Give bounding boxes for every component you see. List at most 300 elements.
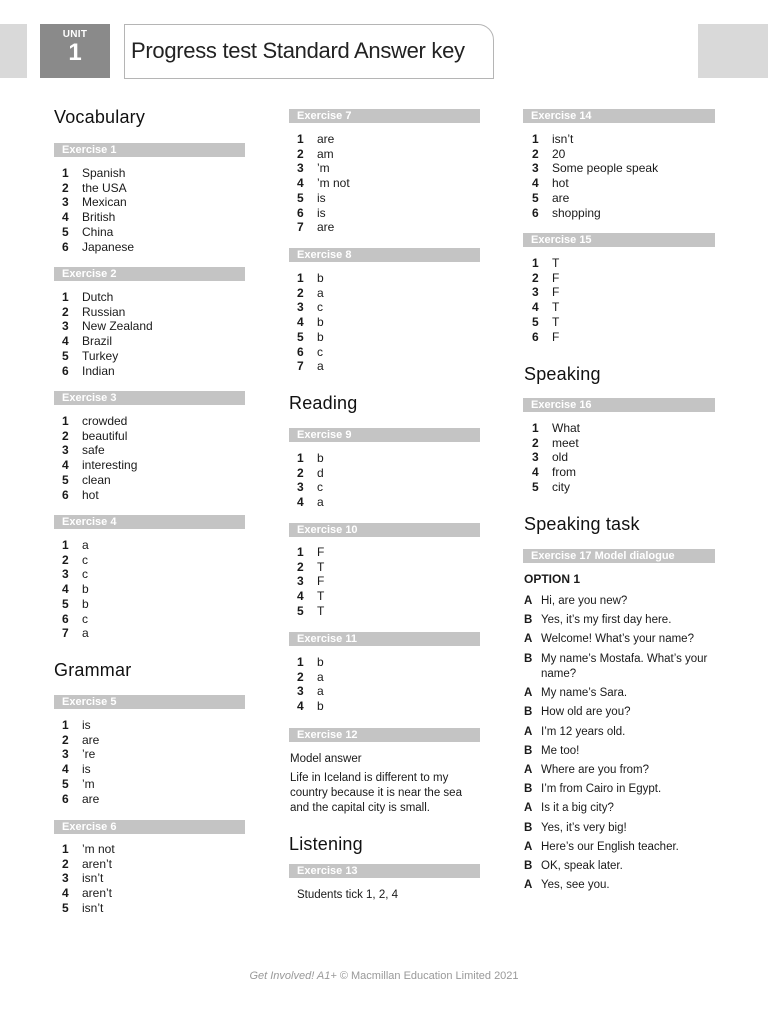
answer-text: T	[317, 589, 325, 604]
answer-number: 4	[297, 315, 304, 330]
answer-text: ’m not	[317, 176, 350, 191]
dialogue-line	[524, 859, 724, 875]
exercise-14-header: Exercise 14	[523, 109, 715, 123]
section-heading-vocabulary: Vocabulary	[54, 107, 146, 127]
exercise-10-answers	[297, 545, 324, 619]
dialogue-speaker: B	[524, 783, 533, 796]
answer-item	[532, 300, 559, 315]
answer-text: T	[552, 256, 560, 270]
answer-text: T	[552, 314, 560, 329]
answer-text: c	[82, 567, 88, 582]
answer-number: 4	[297, 495, 304, 510]
answer-text: clean	[82, 472, 111, 487]
answer-text: ’re	[82, 747, 96, 762]
dialogue-text: My name’s Mostafa. What’s your name?	[541, 652, 708, 681]
answer-text: a	[317, 684, 324, 699]
answer-number: 2	[62, 732, 69, 747]
answer-item	[62, 597, 89, 612]
answer-text: safe	[82, 443, 105, 458]
answer-text: old	[552, 450, 569, 465]
exercise-4-header: Exercise 4	[54, 515, 245, 529]
header-corner-right	[698, 24, 768, 78]
answer-text: a	[317, 285, 324, 300]
answer-text: Russian	[82, 304, 126, 319]
answer-text: are	[317, 220, 335, 235]
answer-item	[62, 842, 115, 857]
answer-item	[532, 465, 580, 480]
answer-text: F	[552, 270, 560, 285]
answer-item	[532, 480, 580, 495]
answer-text: is	[317, 205, 326, 220]
model-dialogue	[524, 594, 724, 897]
answer-number: 2	[62, 856, 69, 871]
answer-number: 5	[532, 314, 539, 329]
section-heading-listening: Listening	[289, 834, 363, 854]
exercise-8-header: Exercise 8	[289, 248, 480, 262]
answer-item	[297, 495, 324, 510]
answer-number: 5	[532, 479, 539, 494]
answer-item	[532, 271, 559, 286]
answer-item	[62, 195, 134, 210]
answer-item	[62, 414, 137, 429]
answer-number: 1	[297, 271, 304, 285]
answer-number: 5	[532, 190, 539, 205]
answer-item	[297, 132, 350, 147]
answer-item	[62, 733, 99, 748]
answer-item	[62, 240, 134, 255]
answer-text: is	[317, 190, 326, 205]
exercise-4-answers	[62, 538, 89, 641]
answer-number: 6	[532, 329, 539, 344]
answer-text: b	[317, 655, 324, 669]
dialogue-text: Me too!	[541, 744, 580, 757]
answer-number: 6	[532, 205, 539, 220]
answer-number: 1	[532, 256, 539, 270]
answer-text: a	[82, 626, 89, 641]
answer-item	[297, 206, 350, 221]
dialogue-line	[524, 801, 724, 817]
answer-number: 7	[297, 359, 304, 374]
exercise-15-header: Exercise 15	[523, 233, 715, 247]
dialogue-line	[524, 594, 724, 610]
exercise-10-header: Exercise 10	[289, 523, 480, 537]
dialogue-text: Yes, it’s my first day here.	[541, 614, 672, 627]
answer-text: c	[82, 552, 88, 567]
answer-text: F	[552, 329, 560, 344]
answer-item	[62, 349, 153, 364]
answer-number: 3	[62, 195, 69, 210]
answer-text: Brazil	[82, 334, 113, 349]
answer-item	[297, 451, 324, 466]
section-heading-reading: Reading	[289, 393, 358, 413]
answer-text: ’m not	[82, 842, 115, 856]
dialogue-line	[524, 705, 724, 721]
dialogue-speaker: A	[524, 879, 533, 892]
answer-item	[62, 364, 153, 379]
answer-item	[532, 436, 580, 451]
answer-text: a	[317, 495, 324, 510]
answer-number: 5	[62, 224, 69, 239]
answer-number: 3	[297, 161, 304, 176]
dialogue-text: OK, speak later.	[541, 859, 623, 872]
exercise-2-answers	[62, 290, 153, 378]
answer-text: hot	[552, 176, 569, 191]
answer-text: are	[82, 732, 100, 747]
dialogue-line	[524, 613, 724, 629]
exercise-9-answers	[297, 451, 324, 510]
section-heading-speaking: Speaking	[524, 364, 601, 384]
answer-number: 2	[297, 669, 304, 684]
exercise-6-header: Exercise 6	[54, 820, 245, 834]
answer-number: 3	[532, 161, 539, 176]
answer-text: a	[317, 669, 324, 684]
answer-item	[62, 871, 115, 886]
answer-text: interesting	[82, 458, 138, 473]
answer-number: 1	[62, 842, 69, 856]
answer-text: British	[82, 210, 116, 225]
exercise-9-header: Exercise 9	[289, 428, 480, 442]
answer-text: am	[317, 146, 334, 161]
exercise-1-answers	[62, 166, 134, 254]
answer-number: 6	[297, 344, 304, 359]
answer-item	[532, 132, 658, 147]
answer-item	[62, 319, 153, 334]
answer-number: 6	[62, 363, 69, 378]
answer-text: isn’t	[82, 871, 104, 886]
answer-number: 7	[297, 220, 304, 235]
answer-text: Indian	[82, 363, 115, 378]
answer-text: ’m	[317, 161, 330, 176]
answer-number: 3	[62, 567, 69, 582]
answer-item	[297, 345, 324, 360]
dialogue-text: I’m 12 years old.	[541, 725, 626, 738]
answer-item	[62, 718, 99, 733]
answer-text: c	[317, 344, 323, 359]
answer-number: 2	[297, 285, 304, 300]
answer-number: 4	[62, 582, 69, 597]
answer-item	[532, 206, 658, 221]
answer-text: F	[317, 574, 325, 589]
exercise-14-answers	[532, 132, 658, 220]
answer-text: are	[82, 791, 100, 806]
answer-item	[532, 256, 559, 271]
answer-text: c	[82, 611, 88, 626]
answer-item	[532, 421, 580, 436]
answer-number: 6	[62, 487, 69, 502]
answer-item	[62, 488, 137, 503]
dialogue-speaker: B	[524, 859, 533, 872]
answer-item	[62, 225, 134, 240]
answer-text: Turkey	[82, 348, 119, 363]
answer-number: 5	[297, 190, 304, 205]
answer-item	[297, 220, 350, 235]
answer-number: 6	[297, 205, 304, 220]
answer-text: b	[317, 329, 324, 344]
answer-number: 4	[62, 886, 69, 901]
answer-number: 3	[297, 480, 304, 495]
answer-item	[297, 147, 350, 162]
answer-item	[297, 560, 324, 575]
answer-item	[62, 458, 137, 473]
dialogue-line	[524, 686, 724, 702]
dialogue-speaker: B	[524, 652, 533, 665]
answer-text: Japanese	[82, 239, 135, 254]
answer-text: Spanish	[82, 166, 126, 180]
section-heading-speaking-task: Speaking task	[524, 514, 640, 534]
dialogue-speaker: B	[524, 614, 533, 627]
answer-number: 1	[532, 132, 539, 146]
answer-number: 1	[297, 451, 304, 465]
answer-number: 1	[532, 421, 539, 435]
exercise-6-answers	[62, 842, 115, 916]
answer-item	[62, 553, 89, 568]
dialogue-line	[524, 821, 724, 837]
answer-text: aren’t	[82, 886, 113, 901]
exercise-15-answers	[532, 256, 559, 344]
answer-item	[62, 538, 89, 553]
answer-text: aren’t	[82, 856, 113, 871]
answer-item	[297, 315, 324, 330]
dialogue-speaker: A	[524, 633, 533, 646]
unit-number: 1	[68, 39, 82, 66]
dialogue-line	[524, 632, 724, 648]
answer-item	[297, 480, 324, 495]
answer-text: New Zealand	[82, 319, 153, 334]
answer-text: China	[82, 224, 114, 239]
answer-number: 4	[62, 334, 69, 349]
answer-text: c	[317, 300, 323, 315]
dialogue-line	[524, 744, 724, 760]
exercise-12-label: Model answer	[290, 753, 362, 765]
answer-number: 5	[62, 348, 69, 363]
answer-text: Mexican	[82, 195, 127, 210]
dialogue-option-label: OPTION 1	[524, 572, 581, 586]
answer-item	[297, 271, 324, 286]
dialogue-text: Yes, see you.	[541, 879, 610, 892]
answer-item	[532, 147, 658, 162]
exercise-3-header: Exercise 3	[54, 391, 245, 405]
page-title: Progress test Standard Answer key	[131, 38, 465, 63]
exercise-13-text: Students tick 1, 2, 4	[297, 889, 399, 901]
answer-number: 5	[62, 596, 69, 611]
answer-number: 5	[62, 776, 69, 791]
dialogue-text: How old are you?	[541, 706, 631, 719]
dialogue-text: Yes, it’s very big!	[541, 821, 627, 834]
answer-item	[297, 176, 350, 191]
answer-text: city	[552, 479, 570, 494]
answer-text: b	[317, 271, 324, 285]
answer-item	[297, 604, 324, 619]
answer-item	[532, 315, 559, 330]
answer-text: F	[317, 545, 325, 559]
answer-text: crowded	[82, 414, 128, 428]
dialogue-speaker: A	[524, 840, 533, 853]
answer-number: 5	[62, 472, 69, 487]
answer-number: 4	[297, 589, 304, 604]
answer-item	[62, 210, 134, 225]
answer-item	[532, 450, 580, 465]
exercise-17-header: Exercise 17 Model dialogue	[523, 549, 715, 563]
answer-item	[297, 699, 324, 714]
answer-item	[62, 626, 89, 641]
dialogue-line	[524, 840, 724, 856]
answer-number: 3	[62, 443, 69, 458]
exercise-7-answers	[297, 132, 350, 235]
answer-text: beautiful	[82, 428, 128, 443]
section-heading-grammar: Grammar	[54, 660, 132, 680]
answer-item	[297, 161, 350, 176]
dialogue-text: Welcome! What’s your name?	[541, 633, 694, 646]
answer-text: T	[317, 603, 325, 618]
answer-number: 1	[62, 414, 69, 428]
unit-label: UNIT	[62, 29, 88, 40]
answer-item	[297, 286, 324, 301]
answer-text: shopping	[552, 205, 601, 220]
answer-number: 4	[62, 762, 69, 777]
answer-text: meet	[552, 435, 579, 450]
answer-number: 4	[62, 210, 69, 225]
answer-item	[62, 777, 99, 792]
answer-number: 3	[62, 747, 69, 762]
answer-text: is	[82, 718, 91, 732]
answer-item	[297, 545, 324, 560]
dialogue-text: Where are you from?	[541, 764, 650, 776]
answer-item	[62, 901, 115, 916]
dialogue-speaker: B	[524, 821, 533, 834]
answer-number: 2	[532, 270, 539, 285]
answer-item	[297, 359, 324, 374]
answer-number: 3	[297, 300, 304, 315]
header-corner-left	[0, 24, 27, 78]
footer-copyright: © Macmillan Education Limited 2021	[336, 970, 519, 982]
dialogue-speaker: A	[524, 687, 533, 700]
answer-number: 2	[532, 146, 539, 161]
dialogue-line	[524, 878, 724, 894]
answer-number: 1	[297, 132, 304, 146]
answer-text: the USA	[82, 180, 127, 195]
answer-number: 3	[62, 871, 69, 886]
answer-item	[297, 466, 324, 481]
answer-text: isn’t	[82, 900, 104, 915]
exercise-1-header: Exercise 1	[54, 143, 245, 157]
unit-badge	[40, 24, 110, 78]
answer-item	[62, 473, 137, 488]
answer-text: What	[552, 421, 581, 435]
exercise-3-answers	[62, 414, 137, 502]
dialogue-text: Here’s our English teacher.	[541, 840, 679, 853]
exercise-11-header: Exercise 11	[289, 632, 480, 646]
answer-number: 1	[62, 290, 69, 304]
dialogue-speaker: A	[524, 725, 533, 738]
exercise-16-answers	[532, 421, 580, 495]
answer-item	[62, 747, 99, 762]
dialogue-speaker: A	[524, 764, 533, 776]
answer-number: 2	[62, 304, 69, 319]
answer-item	[297, 589, 324, 604]
dialogue-text: I’m from Cairo in Egypt.	[541, 783, 662, 796]
answer-item	[62, 762, 99, 777]
answer-number: 6	[62, 791, 69, 806]
answer-text: are	[552, 190, 570, 205]
exercise-8-answers	[297, 271, 324, 374]
dialogue-text: My name’s Sara.	[541, 687, 628, 700]
answer-text: c	[317, 480, 323, 495]
answer-text: b	[317, 451, 324, 465]
answer-item	[62, 429, 137, 444]
title-box	[124, 24, 494, 79]
exercise-13-header: Exercise 13	[289, 864, 480, 878]
answer-number: 3	[297, 574, 304, 589]
dialogue-line	[524, 725, 724, 741]
answer-item	[62, 290, 153, 305]
answer-number: 6	[62, 239, 69, 254]
answer-item	[297, 655, 324, 670]
answer-text: Some people speak	[552, 161, 659, 176]
answer-item	[62, 886, 115, 901]
answer-item	[62, 305, 153, 320]
answer-number: 1	[62, 538, 69, 552]
answer-item	[62, 166, 134, 181]
answer-text: d	[317, 465, 324, 480]
answer-item	[297, 684, 324, 699]
answer-item	[62, 334, 153, 349]
footer-book-title: Get Involved! A1+	[249, 970, 337, 982]
exercise-12-header: Exercise 12	[289, 728, 480, 742]
answer-item	[62, 857, 115, 872]
answer-number: 6	[62, 611, 69, 626]
answer-number: 1	[62, 166, 69, 180]
dialogue-line	[524, 763, 724, 779]
answer-number: 3	[532, 450, 539, 465]
answer-text: a	[82, 538, 89, 552]
answer-number: 2	[62, 428, 69, 443]
answer-text: b	[82, 582, 89, 597]
answer-text: b	[317, 699, 324, 714]
answer-item	[62, 567, 89, 582]
answer-text: hot	[82, 487, 99, 502]
answer-number: 4	[532, 300, 539, 315]
answer-item	[297, 300, 324, 315]
dialogue-speaker: A	[524, 802, 533, 815]
answer-item	[532, 161, 658, 176]
answer-item	[62, 792, 99, 807]
exercise-2-header: Exercise 2	[54, 267, 245, 281]
answer-item	[297, 670, 324, 685]
exercise-5-answers	[62, 718, 99, 806]
exercise-11-answers	[297, 655, 324, 714]
dialogue-speaker: B	[524, 706, 533, 719]
answer-text: b	[317, 315, 324, 330]
answer-number: 4	[532, 176, 539, 191]
answer-number: 7	[62, 626, 69, 641]
answer-item	[532, 285, 559, 300]
answer-text: ’m	[82, 776, 95, 791]
answer-text: T	[552, 300, 560, 315]
answer-number: 1	[62, 718, 69, 732]
answer-text: are	[317, 132, 335, 146]
answer-number: 3	[62, 319, 69, 334]
answer-number: 4	[62, 458, 69, 473]
answer-item	[297, 191, 350, 206]
answer-text: is	[82, 762, 91, 777]
answer-number: 1	[297, 545, 304, 559]
footer	[0, 970, 768, 982]
exercise-12-text: Life in Iceland is different to my country because it is near the sea and the capital city is small.	[290, 772, 462, 814]
dialogue-line	[524, 652, 724, 683]
exercise-7-header: Exercise 7	[289, 109, 480, 123]
answer-text: 20	[552, 146, 566, 161]
answer-number: 5	[297, 329, 304, 344]
